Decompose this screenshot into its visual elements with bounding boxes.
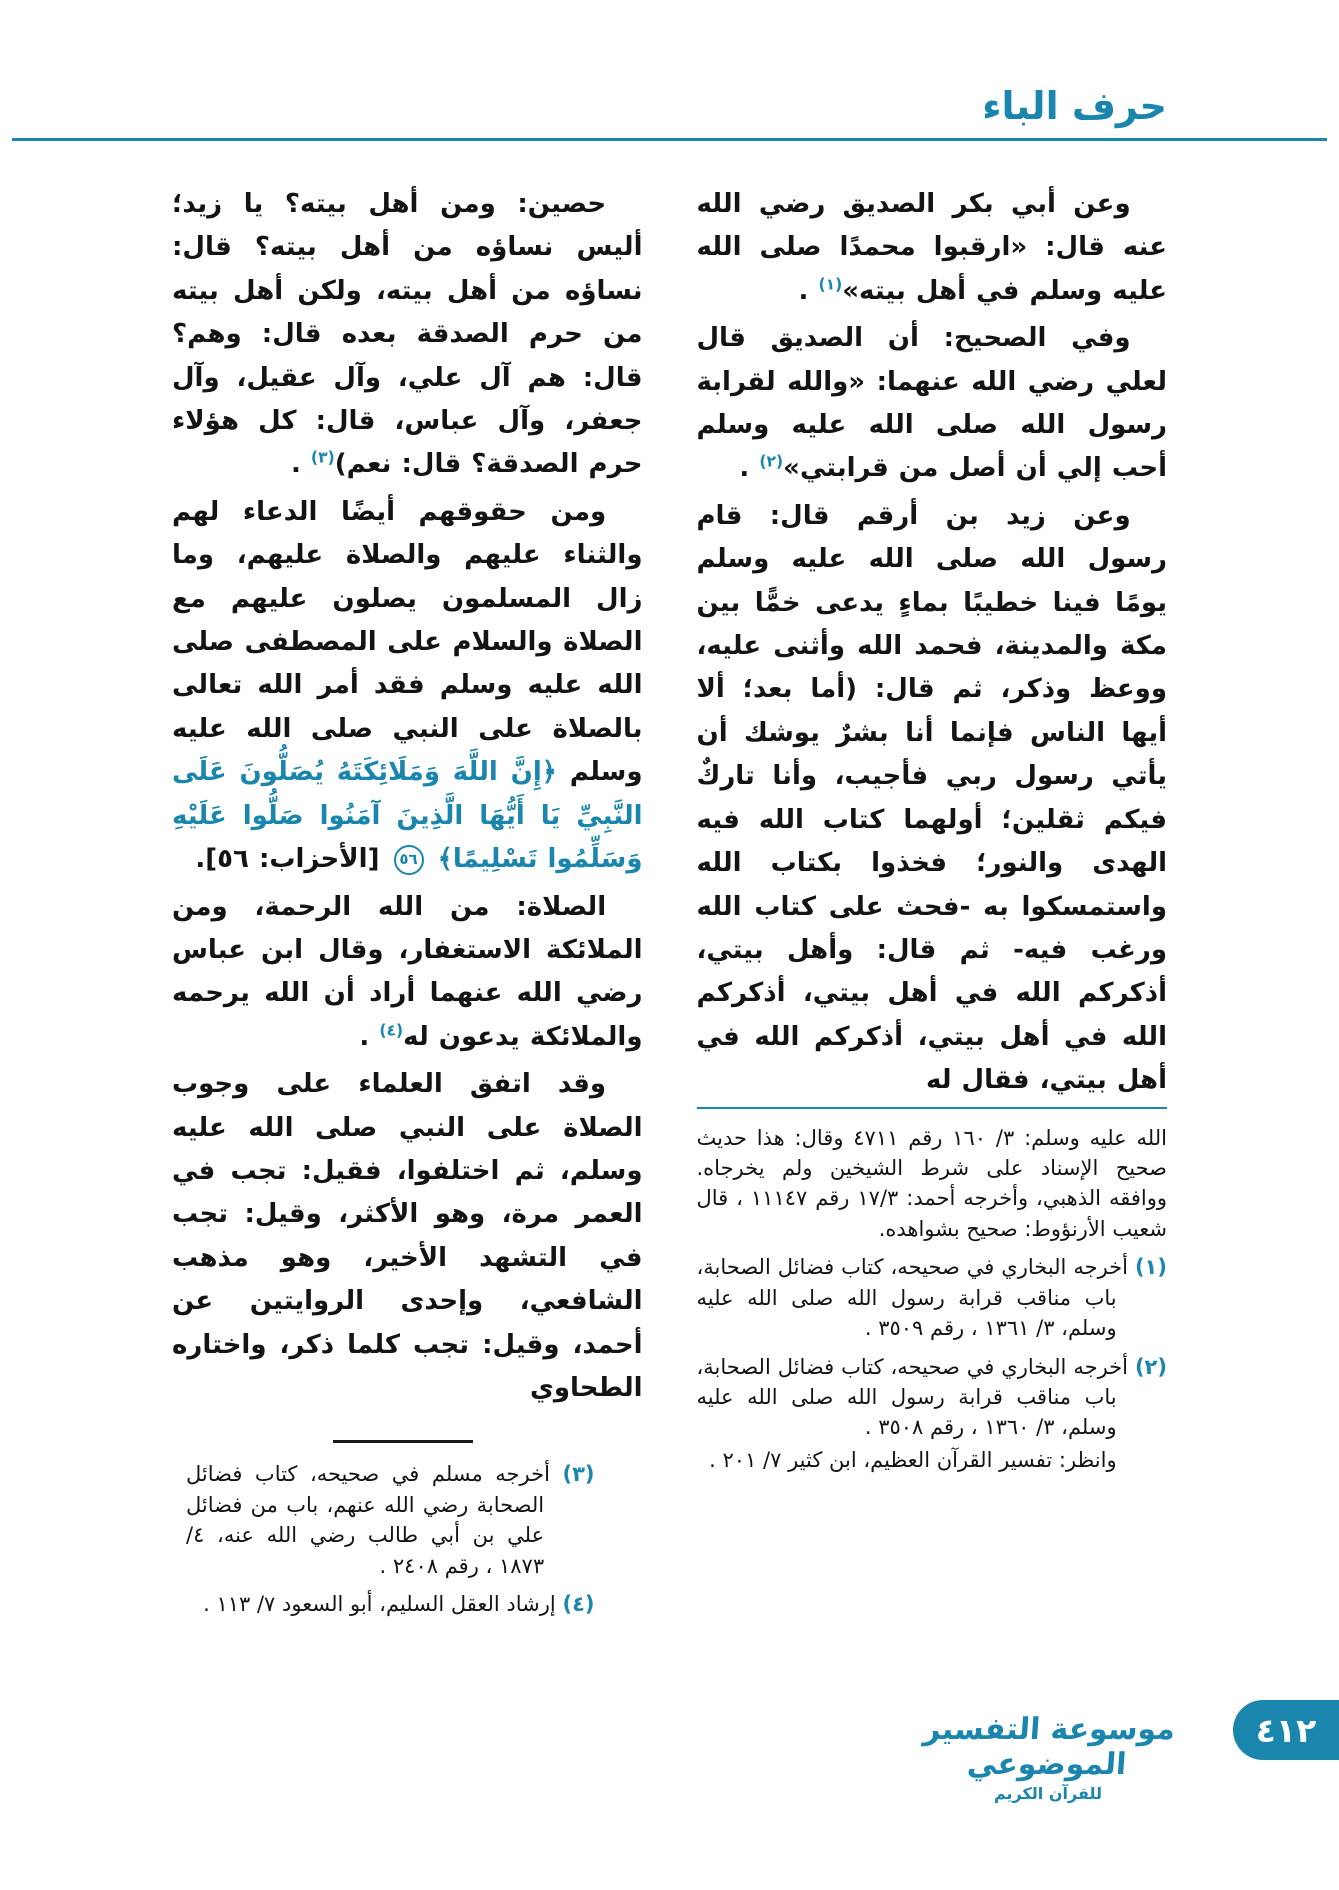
footnote-number: (١) [1134,1255,1167,1280]
footnote-ref-2: (٢) [759,452,784,471]
paragraph [172,1063,643,1410]
footnote-text: أخرجه البخاري في صحيحه، كتاب فضائل الصحابة، باب مناقب قرابة رسول الله صلى الله عليه وسلم، ٣/ ١٣٦٠ ، رقم ٣٥٠٨ . [696,1354,1128,1440]
footnote-ref-4: (٤) [379,1021,404,1040]
page-header [172,84,1167,141]
publisher-logo-title: موسوعة التفسير الموضوعي [922,1712,1177,1782]
paragraph-tail: . [798,275,819,306]
footnote-text: إرشاد العقل السليم، أبو السعود ٧/ ١١٣ . [203,1592,556,1617]
paragraph-text: حصين: ومن أهل بيته؟ يا زيد؛ أليس نساؤه من أهل بيته؟ قال: نساؤه من أهل بيته، ولكن أهل بيته من حرم الصدقة بعده قال: وهم؟ قال: هم آل علي، وآل عقيل، وآل جعفر، وآل عباس، قال: كل هؤلاء حرم الصدقة؟ قال: نعم) [172,189,643,480]
footnote-text: أخرجه البخاري في صحيحه، كتاب فضائل الصحابة، باب مناقب قرابة رسول الله صلى الله عليه وسلم، ٣/ ١٣٦١ ، رقم ٣٥٠٩ . [696,1255,1128,1341]
right-footnotes [697,1123,1168,1476]
footnote-ref-3: (٣) [310,448,335,467]
quran-verse: ﴿إِنَّ اللَّهَ وَمَلَائِكَتَهُ يُصَلُّونَ عَلَى النَّبِيِّ يَا أَيُّهَا الَّذِينَ آمَنُوا صَلُّوا عَلَيْهِ وَسَلِّمُوا تَسْلِيمًا﴾ [172,757,643,875]
paragraph-text: وفي الصحيح: أن الصديق قال لعلي رضي الله عنهما: «والله لقرابة رسول الله صلى الله عليه وسلم أحب إلي أن أصل من قرابتي» [696,323,1167,484]
footnote-number: (٢) [1134,1354,1167,1379]
page-number-badge [1233,1700,1339,1760]
paragraph [172,886,643,1060]
footnote [697,1252,1168,1343]
right-column [697,183,1168,1628]
footnote [186,1589,595,1619]
paragraph-tail: . [739,453,760,484]
paragraph-tail: . [290,449,311,480]
footnote-continuation: الله عليه وسلم: ٣/ ١٦٠ رقم ٤٧١١ وقال: هذا حديث صحيح الإسناد على شرط الشيخين ولم يخرجاه. ووافقه الذهبي، وأخرجه أحمد: ١٧/٣ رقم ١١١٤٧ ، قال شعيب الأرنؤوط: صحيح بشواهده. [696,1125,1168,1241]
ayah-number-ornament: ٥٦ [394,845,424,875]
footnote [697,1352,1168,1476]
paragraph [172,183,643,487]
footnote-number: (٤) [562,1592,595,1617]
footnote-separator-right [697,1107,1168,1109]
paragraph [697,183,1168,313]
paragraph-text: ومن حقوقهم أيضًا الدعاء لهم والثناء عليهم والصلاة عليهم، وما زال المسلمون يصلون عليهم مع الصلاة والسلام على المصطفى صلى الله عليه وسلم فقد أمر الله تعالى بالصلاة على النبي صلى الله عليه وسلم [172,496,643,788]
page-number: ٤١٢ [1255,1710,1317,1750]
paragraph [697,317,1168,491]
publisher-logo-subtitle: للقرآن الكريم [993,1784,1103,1803]
footnote-number: (٣) [562,1462,595,1487]
footnote [186,1459,595,1581]
paragraph-text: الصلاة: من الله الرحمة، ومن الملائكة الاستغفار، وقال ابن عباس رضي الله عنهما أراد أن الله يرحمه والملائكة يدعون له [172,891,643,1052]
paragraph [172,491,643,882]
footnote-separator-left [333,1440,473,1443]
chapter-title: حرف الباء [982,84,1167,128]
footnote-ref-1: (١) [818,275,843,294]
publisher-logo [883,1712,1213,1803]
left-footnotes [172,1459,643,1619]
paragraph-text: وقد اتفق العلماء على وجوب الصلاة على النبي صلى الله عليه وسلم، ثم اختلفوا، فقيل: تجب في العمر مرة، وهو الأكثر، وقيل: تجب في التشهد الأخير، وهو مذهب الشافعي، وإحدى الروايتين عن أحمد، وقيل: تجب كلما ذكر، واختاره الطحاوي [172,1069,643,1403]
paragraph [697,495,1168,1103]
header-rule [12,138,1327,141]
paragraph-tail: . [359,1021,380,1052]
footnote-text: أخرجه مسلم في صحيحه، كتاب فضائل الصحابة رضي الله عنهم، باب من فضائل علي بن أبي طالب رضي الله عنه، ٤/ ١٨٧٣ ، رقم ٢٤٠٨ . [186,1462,550,1578]
paragraph-text: وعن أبي بكر الصديق رضي الله عنه قال: «ارقبوا محمدًا صلى الله عليه وسلم في أهل بيته» [696,189,1167,306]
verse-reference: [الأحزاب: ٥٦]. [195,844,380,875]
left-column [172,183,643,1628]
paragraph-text: وعن زيد بن أرقم قال: قام رسول الله صلى الله عليه وسلم يومًا فينا خطيبًا بماءٍ يدعى خمًّا بين مكة والمدينة، فحمد الله وأثنى عليه، ووعظ وذكر، ثم قال: (أما بعد؛ ألا أيها الناس فإنما أنا بشرٌ يوشك أن يأتي رسول ربي فأجيب، وأنا تاركٌ فيكم ثقلين؛ أولهما كتاب الله فيه الهدى والنور؛ فخذوا بكتاب الله واستمسكوا به -فحث على كتاب الله ورغب فيه- ثم قال: وأهل بيتي، أذكركم الله في أهل بيتي، أذكركم الله في أهل بيتي، أذكركم الله في أهل بيتي، فقال له [696,500,1167,1096]
footnote-extra: وانظر: تفسير القرآن العظيم، ابن كثير ٧/ ٢٠١ . [709,1447,1117,1472]
text-columns [172,183,1167,1628]
